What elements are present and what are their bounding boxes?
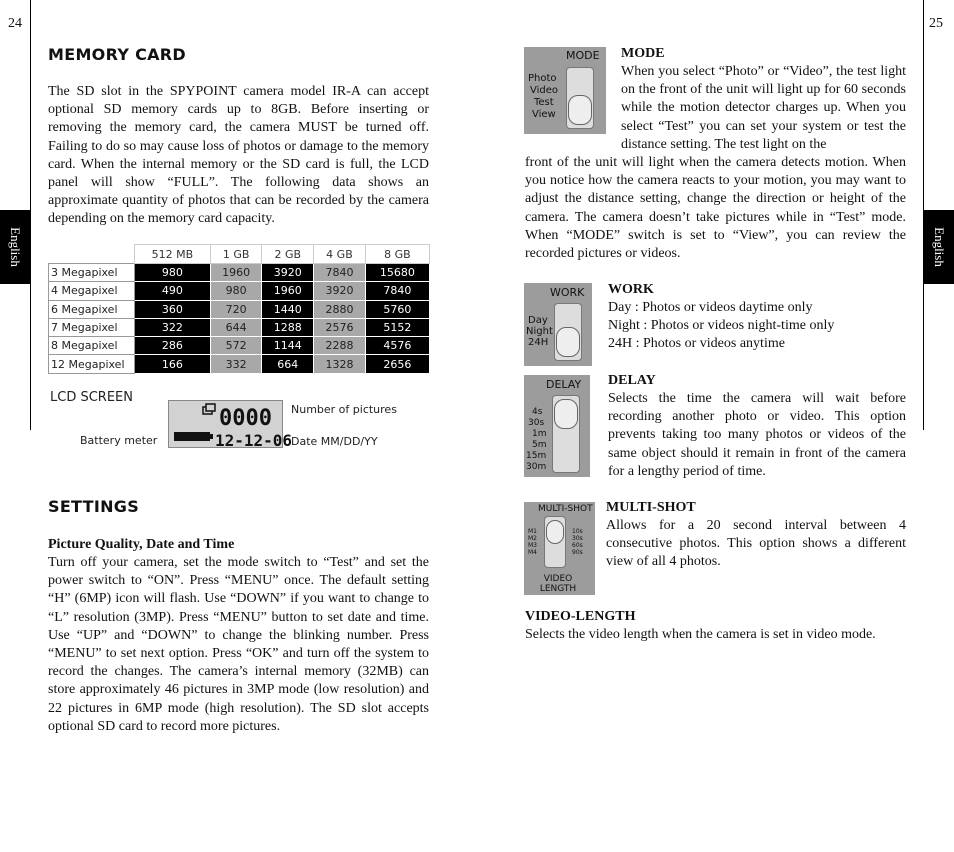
table-cell: 1440 (262, 300, 314, 318)
table-cell: 720 (210, 300, 262, 318)
table-cell: 15680 (365, 264, 429, 282)
row-label: 8 Megapixel (49, 337, 135, 355)
memory-card-intro: The SD slot in the SPYPOINT camera model IR-A can accept optional SD memory cards up to 8GB. Before inserting or removing the memory card, the camera MUST be turned off. Failing to do so may cause loss of photos or damage to the memory card. When the internal memory or the SD card is full, the LCD panel will show “FULL”. The following data shows an approximate quantity of photos that can be recorded by the camera depending on the memory card capacity. (48, 84, 429, 227)
table-cell: 644 (210, 318, 262, 336)
language-tab-left: English (0, 210, 30, 284)
column-header: 8 GB (365, 245, 429, 264)
table-cell: 572 (210, 337, 262, 355)
column-header: 2 GB (262, 245, 314, 264)
table-cell: 980 (210, 282, 262, 300)
multishot-switch-image: MULTI-SHOT M1 M2 M3 M4 10s 30s 60s 90s VIDEO LENGTH (524, 502, 595, 595)
memory-card-heading: MEMORY CARD (48, 45, 187, 64)
table-row (49, 355, 430, 373)
left-margin-line (30, 0, 31, 430)
table-cell: 286 (135, 337, 211, 355)
settings-heading: SETTINGS (48, 497, 140, 516)
table-cell: 332 (210, 355, 262, 373)
video-length-heading: VIDEO-LENGTH (525, 609, 636, 624)
table-cell: 5152 (365, 318, 429, 336)
multishot-body: Allows for a 20 second interval between 4 consecutive photos. This option shows a different view of all 4 photos. (606, 518, 906, 570)
work-switch-image: WORK Day Night 24H (524, 283, 592, 366)
video-length-body: Selects the video length when the camera is set in video mode. (525, 627, 876, 642)
language-tab-right: English (924, 210, 954, 284)
mode-switch-image: MODE Photo Video Test View (524, 47, 606, 134)
work-line-24h: 24H : Photos or videos anytime (608, 336, 785, 351)
date-label: Date MM/DD/YY (291, 435, 378, 448)
date-digits: 12-12-06 (215, 431, 293, 450)
table-cell: 490 (135, 282, 211, 300)
battery-meter-icon (174, 432, 210, 441)
table-cell: 1960 (262, 282, 314, 300)
table-cell: 664 (262, 355, 314, 373)
table-cell: 7840 (365, 282, 429, 300)
table-cell: 980 (135, 264, 211, 282)
table-cell: 2880 (314, 300, 366, 318)
settings-body: Turn off your camera, set the mode switch to “Test” and set the power switch to “ON”. Press “MENU” once. The default setting “H” (6MP) icon will flash. Use “DOWN” if you want to change to “L” resolution (3MP). Press “MENU” button to set date and time. Use “UP” and “DOWN” to change the blinking number. Press “MENU” to set next option. Press “OK” and turn off the system to record the changes. The camera’s internal memory (32MB) can store approximately 46 pictures in 3MP mode (low resolution) and 22 pictures in 6MP mode (high resolution). The SD slot accepts optional SD card to record more pictures. (48, 555, 429, 734)
battery-meter-label: Battery meter (80, 434, 158, 447)
delay-heading: DELAY (608, 373, 656, 388)
mode-body-wrap: When you select “Photo” or “Video”, the test light on the front of the unit will light up for 60 seconds while the motion detector charges up. When you select “Test” you can set your system or test the distance setting. The test light on the (621, 64, 906, 152)
mode-heading: MODE (621, 46, 665, 61)
page-number-left: 24 (8, 16, 22, 31)
table-row (49, 264, 430, 282)
table-header-row (49, 245, 430, 264)
table-cell: 2656 (365, 355, 429, 373)
multishot-heading: MULTI-SHOT (606, 500, 696, 515)
table-cell: 5760 (365, 300, 429, 318)
table-cell: 1328 (314, 355, 366, 373)
table-cell: 2288 (314, 337, 366, 355)
row-label: 4 Megapixel (49, 282, 135, 300)
table-cell: 7840 (314, 264, 366, 282)
table-row (49, 282, 430, 300)
work-line-night: Night : Photos or videos night-time only (608, 318, 835, 333)
page-number-right: 25 (929, 16, 943, 31)
column-header: 4 GB (314, 245, 366, 264)
row-label: 12 Megapixel (49, 355, 135, 373)
work-heading: WORK (608, 282, 654, 297)
table-cell: 1144 (262, 337, 314, 355)
picture-count-digits: 0000 (219, 406, 272, 431)
column-header: 512 MB (135, 245, 211, 264)
number-of-pictures-label: Number of pictures (291, 403, 397, 416)
table-row (49, 300, 430, 318)
table-cell: 322 (135, 318, 211, 336)
work-line-day: Day : Photos or videos daytime only (608, 300, 813, 315)
row-label: 3 Megapixel (49, 264, 135, 282)
table-cell: 166 (135, 355, 211, 373)
table-cell: 360 (135, 300, 211, 318)
lcd-screen-title: LCD SCREEN (50, 390, 133, 405)
row-label: 6 Megapixel (49, 300, 135, 318)
table-cell: 1960 (210, 264, 262, 282)
row-label: 7 Megapixel (49, 318, 135, 336)
table-row (49, 337, 430, 355)
lcd-segments (169, 401, 293, 450)
memory-capacity-table (48, 244, 430, 374)
mode-body-full: front of the unit will light when the camera detects motion. When you notice how the camera reacts to your motion, you may want to adjust the distance setting, change the direction or height of the camera. The camera doesn’t take pictures while in “Test” mode. When “MODE” switch is set to “View”, you can review the recorded pictures or videos. (525, 155, 906, 262)
table-cell: 1288 (262, 318, 314, 336)
table-cell: 3920 (314, 282, 366, 300)
table-cell: 4576 (365, 337, 429, 355)
table-row (49, 318, 430, 336)
lcd-display (168, 400, 293, 450)
table-cell: 2576 (314, 318, 366, 336)
column-header: 1 GB (210, 245, 262, 264)
picture-quality-subheading: Picture Quality, Date and Time (48, 537, 235, 552)
delay-body: Selects the time the camera will wait before recording another photo or video. This option prevents taking too many photos or videos of the same object should it remain in front of the camera for a lengthy period of time. (608, 391, 906, 479)
table-cell: 3920 (262, 264, 314, 282)
delay-switch-image: DELAY 4s 30s 1m 5m 15m 30m (524, 375, 590, 477)
